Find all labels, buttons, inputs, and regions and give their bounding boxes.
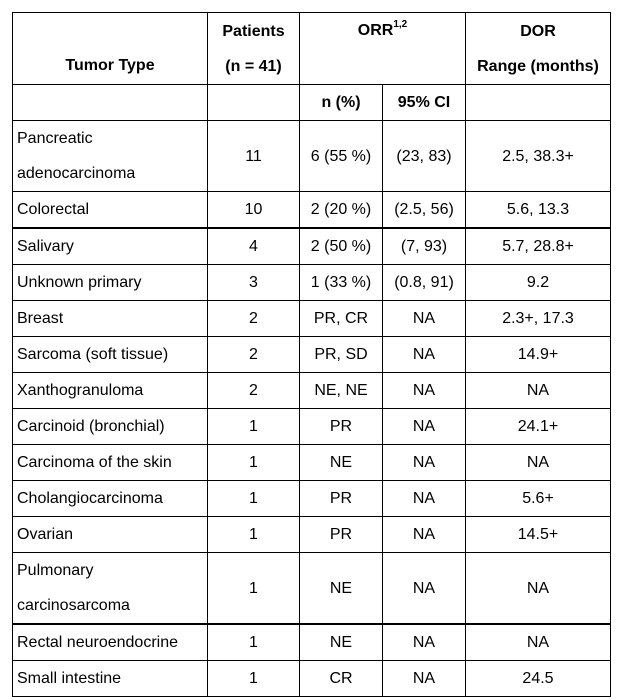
cell-ci: NA	[383, 301, 466, 337]
cell-tumor-type: Xanthogranuloma	[13, 373, 208, 409]
cell-n-pct: 1 (33 %)	[300, 265, 383, 301]
subheader-empty-tumor	[13, 85, 208, 121]
cell-ci: NA	[383, 624, 466, 661]
subheader-empty-patients	[208, 85, 300, 121]
cell-tumor-type-line: carcinosarcoma	[17, 597, 130, 614]
table-body	[13, 121, 611, 697]
header-orr-superscript: 1,2	[393, 19, 408, 30]
header-patients	[208, 13, 300, 85]
cell-patients: 2	[208, 373, 300, 409]
header-dor-line1: DOR	[520, 22, 556, 40]
cell-tumor-type: Small intestine	[13, 661, 208, 697]
table-row	[13, 553, 611, 625]
table-row	[13, 265, 611, 301]
cell-tumor-type: Breast	[13, 301, 208, 337]
table-row	[13, 121, 611, 192]
cell-tumor-type	[13, 121, 208, 192]
cell-patients: 10	[208, 192, 300, 229]
cell-tumor-type: Carcinoid (bronchial)	[13, 409, 208, 445]
cell-ci: NA	[383, 661, 466, 697]
table-row	[13, 337, 611, 373]
header-dor-line2: Range (months)	[477, 57, 599, 75]
cell-ci: NA	[383, 553, 466, 625]
cell-n-pct: CR	[300, 661, 383, 697]
cell-tumor-type-line: adenocarcinoma	[17, 165, 136, 182]
cell-ci: NA	[383, 517, 466, 553]
cell-patients: 3	[208, 265, 300, 301]
subheader-ci: 95% CI	[383, 85, 466, 121]
cell-tumor-type: Salivary	[13, 228, 208, 265]
cell-ci: (23, 83)	[383, 121, 466, 192]
cell-dor: 5.6+	[466, 481, 611, 517]
table-row	[13, 301, 611, 337]
cell-patients: 11	[208, 121, 300, 192]
cell-patients: 2	[208, 301, 300, 337]
table-row	[13, 228, 611, 265]
cell-tumor-type: Unknown primary	[13, 265, 208, 301]
table-row	[13, 624, 611, 661]
cell-tumor-type: Sarcoma (soft tissue)	[13, 337, 208, 373]
cell-patients: 1	[208, 445, 300, 481]
cell-patients: 1	[208, 624, 300, 661]
table-row	[13, 481, 611, 517]
cell-dor: 5.6, 13.3	[466, 192, 611, 229]
cell-tumor-type: Carcinoma of the skin	[13, 445, 208, 481]
header-patients-line1: Patients	[222, 22, 285, 40]
table-row	[13, 409, 611, 445]
cell-dor: 24.5	[466, 661, 611, 697]
table-row	[13, 445, 611, 481]
cell-n-pct: NE	[300, 553, 383, 625]
header-orr-label: ORR	[357, 22, 394, 39]
cell-dor: NA	[466, 553, 611, 625]
cell-patients: 2	[208, 337, 300, 373]
cell-dor: NA	[466, 373, 611, 409]
cell-n-pct: NE	[300, 445, 383, 481]
cell-patients: 1	[208, 661, 300, 697]
subheader-n-pct: n (%)	[300, 85, 383, 121]
header-orr	[300, 13, 466, 85]
cell-patients: 4	[208, 228, 300, 265]
table-row	[13, 517, 611, 553]
cell-dor: 24.1+	[466, 409, 611, 445]
subheader-empty-dor	[466, 85, 611, 121]
cell-dor: 9.2	[466, 265, 611, 301]
cell-n-pct: PR	[300, 409, 383, 445]
cell-ci: NA	[383, 373, 466, 409]
cell-dor: 2.3+, 17.3	[466, 301, 611, 337]
cell-patients: 1	[208, 409, 300, 445]
cell-n-pct: PR	[300, 481, 383, 517]
header-dor	[466, 13, 611, 85]
cell-tumor-type	[13, 553, 208, 625]
cell-n-pct: 2 (50 %)	[300, 228, 383, 265]
cell-tumor-type-line: Pancreatic	[17, 130, 93, 147]
cell-n-pct: 6 (55 %)	[300, 121, 383, 192]
header-patients-line2: (n = 41)	[225, 57, 282, 75]
cell-dor: 5.7, 28.8+	[466, 228, 611, 265]
cell-ci: (0.8, 91)	[383, 265, 466, 301]
cell-n-pct: NE, NE	[300, 373, 383, 409]
tumor-response-table	[12, 12, 611, 697]
cell-ci: NA	[383, 337, 466, 373]
cell-ci: NA	[383, 445, 466, 481]
cell-tumor-type: Colorectal	[13, 192, 208, 229]
cell-dor: NA	[466, 445, 611, 481]
cell-patients: 1	[208, 481, 300, 517]
cell-dor: 2.5, 38.3+	[466, 121, 611, 192]
cell-ci: NA	[383, 409, 466, 445]
cell-n-pct: PR, CR	[300, 301, 383, 337]
cell-ci: NA	[383, 481, 466, 517]
table-row	[13, 661, 611, 697]
cell-tumor-type: Rectal neuroendocrine	[13, 624, 208, 661]
cell-patients: 1	[208, 553, 300, 625]
cell-tumor-type: Cholangiocarcinoma	[13, 481, 208, 517]
cell-tumor-type-line: Pulmonary	[17, 562, 94, 579]
subheader-row	[13, 85, 611, 121]
cell-n-pct: 2 (20 %)	[300, 192, 383, 229]
cell-n-pct: NE	[300, 624, 383, 661]
cell-dor: 14.5+	[466, 517, 611, 553]
cell-n-pct: PR, SD	[300, 337, 383, 373]
cell-dor: 14.9+	[466, 337, 611, 373]
cell-tumor-type: Ovarian	[13, 517, 208, 553]
cell-n-pct: PR	[300, 517, 383, 553]
header-row	[13, 13, 611, 85]
cell-ci: (7, 93)	[383, 228, 466, 265]
cell-dor: NA	[466, 624, 611, 661]
cell-ci: (2.5, 56)	[383, 192, 466, 229]
header-tumor-type: Tumor Type	[13, 13, 208, 85]
cell-patients: 1	[208, 517, 300, 553]
table-row	[13, 373, 611, 409]
table-row	[13, 192, 611, 229]
